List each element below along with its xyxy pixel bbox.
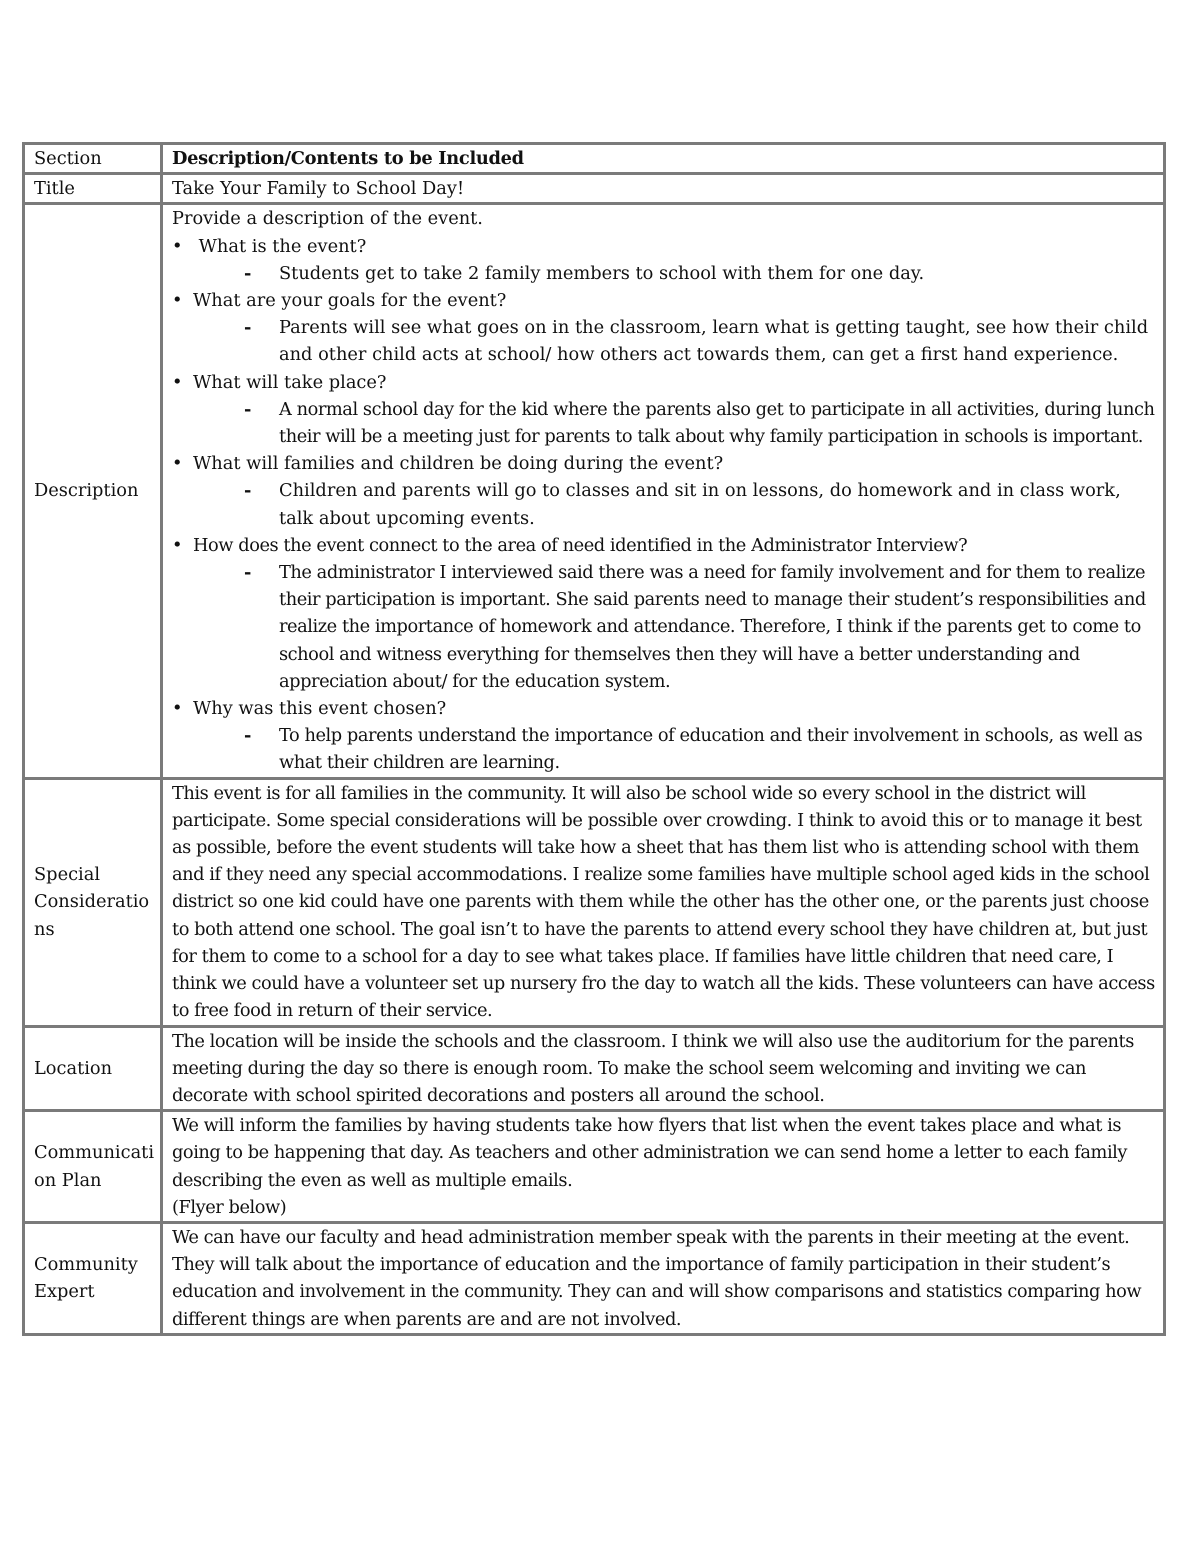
- title-row: [24, 174, 1165, 204]
- community-expert-row: [24, 1222, 1165, 1334]
- answer-item: [172, 396, 1159, 450]
- question-item: [172, 233, 1159, 260]
- answer-text: Parents will see what goes on in the classroom, learn what is getting taught, see how their child and other child acts at school/ how others act towards them, can get a first hand experience.: [279, 317, 1149, 366]
- event-title: Take Your Family to School Day!: [162, 174, 1165, 204]
- location-row: [24, 1026, 1165, 1111]
- flyer-note: (Flyer below): [172, 1196, 287, 1218]
- community-expert-section-label: Community Expert: [24, 1222, 162, 1334]
- description-contents: [162, 204, 1165, 778]
- answer-item: [172, 314, 1159, 368]
- bullet-icon: •: [172, 290, 183, 312]
- question-item: [172, 287, 1159, 314]
- dash-icon: -: [244, 562, 251, 584]
- dash-icon: -: [244, 262, 252, 284]
- dash-icon: -: [244, 317, 252, 339]
- dash-icon: -: [244, 480, 252, 502]
- section-header-cell: Section: [24, 144, 162, 174]
- communication-plan-row: [24, 1111, 1165, 1223]
- question-text: What will take place?: [193, 371, 387, 393]
- communication-plan-text: We will inform the families by having students take how flyers that list when the event takes place and what is going to be happening that day. As teachers and other administration we can send home a letter to each family describing the even as well as multiple emails.: [172, 1115, 1128, 1191]
- question-text: What will families and children be doing during the event?: [193, 453, 724, 475]
- dash-icon: -: [244, 398, 251, 420]
- title-section-label: Title: [24, 174, 162, 204]
- answer-text: Children and parents will go to classes and sit in on lessons, do homework and in class work, talk about upcoming events.: [279, 480, 1121, 529]
- question-item: [172, 695, 1159, 722]
- description-row: [24, 204, 1165, 778]
- table-header-row: [24, 144, 1165, 174]
- special-considerations-section-label: Special Considerations: [24, 778, 162, 1026]
- answer-item: [172, 260, 1159, 287]
- description-section-label: Description: [24, 204, 162, 778]
- answer-item: [172, 477, 1159, 531]
- event-plan-table: [22, 142, 1166, 1336]
- contents-header-cell: Description/Contents to be Included: [162, 144, 1165, 174]
- answer-item: [172, 722, 1159, 776]
- bullet-icon: •: [172, 235, 183, 257]
- communication-plan-section-label: Communication Plan: [24, 1111, 162, 1223]
- answer-text: To help parents understand the importance of education and their involvement in schools, as well as what their children are learning.: [279, 725, 1143, 774]
- description-intro: Provide a description of the event.: [172, 208, 483, 230]
- communication-plan-contents: [162, 1111, 1165, 1223]
- community-expert-text: We can have our faculty and head administration member speak with the parents in their meeting at the event. They will talk about the importance of education and the importance of family participation in their student’s education and involvement in the community. They can and will show comparisons and statistics comparing how different things are when parents are and are not involved.: [162, 1222, 1165, 1334]
- location-section-label: Location: [24, 1026, 162, 1111]
- answer-text: Students get to take 2 family members to school with them for one day.: [279, 262, 925, 284]
- bullet-icon: •: [172, 453, 183, 475]
- question-item: [172, 369, 1159, 396]
- bullet-icon: •: [172, 534, 183, 556]
- special-considerations-text: This event is for all families in the community. It will also be school wide so every school in the district will participate. Some special considerations will be possible over crowding. I think to avoid this or to manage it best as possible, before the event students will take how a sheet that has them list who is attending school with them and if they need any special accommodations. I realize some families have multiple school aged kids in the school district so one kid could have one parents with them while the other has the other one, or the parents just choose to both attend one school. The goal isn’t to have the parents to attend every school they have children at, but just for them to come to a school for a day to see what takes place. If families have little children that need care, I think we could have a volunteer set up nursery fro the day to watch all the kids. These volunteers can have access to free food in return of their service.: [162, 778, 1165, 1026]
- bullet-icon: •: [172, 698, 183, 720]
- bullet-icon: •: [172, 371, 183, 393]
- question-text: How does the event connect to the area of need identified in the Administrator Interview?: [193, 534, 968, 556]
- answer-item: [172, 559, 1159, 695]
- question-text: Why was this event chosen?: [193, 698, 447, 720]
- question-text: What are your goals for the event?: [193, 290, 507, 312]
- question-text: What is the event?: [198, 235, 367, 257]
- location-text: The location will be inside the schools and the classroom. I think we will also use the auditorium for the parents meeting during the day so there is enough room. To make the school seem welcoming and inviting we can decorate with school spirited decorations and posters all around the school.: [162, 1026, 1165, 1111]
- dash-icon: -: [244, 725, 251, 747]
- answer-text: The administrator I interviewed said there was a need for family involvement and for them to realize their participation is important. She said parents need to manage their student’s responsibilities and realize the importance of homework and attendance. Therefore, I think if the parents get to come to school and witness everything for themselves then they will have a better understanding and appreciation about/ for the education system.: [279, 562, 1146, 692]
- special-considerations-row: [24, 778, 1165, 1026]
- question-item: [172, 532, 1159, 559]
- question-item: [172, 450, 1159, 477]
- answer-text: A normal school day for the kid where the parents also get to participate in all activities, during lunch their will be a meeting just for parents to talk about why family participation in schools is important.: [279, 398, 1155, 448]
